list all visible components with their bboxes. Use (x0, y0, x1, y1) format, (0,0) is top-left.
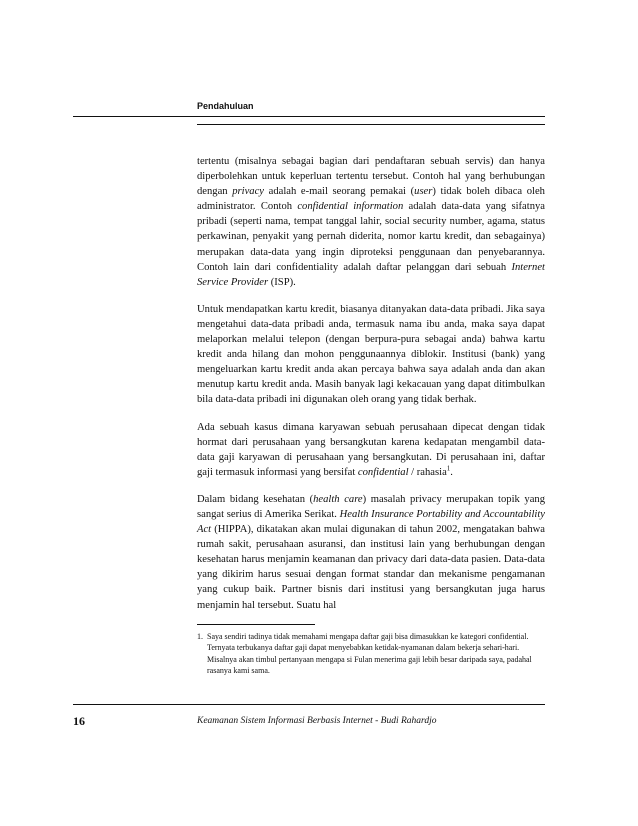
running-footer-title: Keamanan Sistem Informasi Berbasis Internet - Budi Rahardjo (197, 716, 437, 726)
footer-rule (73, 704, 545, 705)
paragraph-4: Dalam bidang kesehatan (health care) masalah privacy merupakan topik yang sangat serius di Amerika Serikat. Health Insurance Portability and Accountability Act (HIPPA), dikatakan akan mulai digunakan di tahun 2002, mengatakan bahwa rumah sakit, perusahaan asuransi, dan institusi lain yang berhubungan dengan kesehatan harus menjamin keamanan dan privacy dari data-data pasien. Data-data yang dikirim harus sesuai dengan format standar dan mekanisme pengamanan yang cukup baik. Partner bisnis dari institusi yang bersangkutan juga harus menjamin hal tersebut. Suatu hal (197, 493, 545, 611)
paragraph-2: Untuk mendapatkan kartu kredit, biasanya ditanyakan data-data pribadi. Jika saya mengetahui data-data pribadi anda, termasuk nama ibu anda, maka saya dapat melaporkan melalui telepon (dengan berpura-pura sebagai anda) bahwa kartu kredit anda hilang dan mohon penggunaannya diblokir. Institusi (bank) yang mengeluarkan kartu kredit anda akan percaya bahwa saya adalah anda dan akan menutup kartu kredit anda. Masih banyak lagi kekacauan yang dapat ditimbulkan bila data-data pribadi ini digunakan oleh orang yang tidak berhak. (197, 303, 545, 406)
running-header: Pendahuluan (197, 101, 254, 111)
footnote-reference[interactable]: 1 (446, 464, 451, 473)
footnote (197, 631, 545, 676)
body-text (197, 154, 545, 613)
paragraph-3: Ada sebuah kasus dimana karyawan sebuah perusahaan dipecat dengan tidak hormat dari perusahaan yang bersangkutan karena kedapatan mengambil data-data gaji karyawan di perusahaan yang bersangkutan. Di perusahaan ini, daftar gaji termasuk informasi yang bersifat confidential / rahasia$^1$. (197, 421, 545, 478)
footnote-rule (197, 624, 315, 625)
footnote-number: 1. (197, 632, 203, 641)
page-number: 16 (73, 714, 85, 728)
header-rule-secondary (197, 124, 545, 125)
header-rule (73, 116, 545, 117)
footnote-text: Saya sendiri tadinya tidak memahami mengapa daftar gaji bisa dimasukkan ke kategori confidential. Ternyata terbukanya daftar gaji dapat menyebabkan ketidak-nyamanan dalam bekerja sehari-hari. Misalnya akan timbul pertanyaan mengapa si Fulan menerima gaji lebih besar daripada saya, padahal rasanya kami sama. (207, 632, 532, 675)
paragraph-1: tertentu (misalnya sebagai bagian dari pendaftaran sebuah servis) dan hanya diperbolehkan untuk keperluan tertentu tersebut. Contoh hal yang berhubungan dengan privacy adalah e-mail seorang pemakai (user) tidak boleh dibaca oleh administrator. Contoh confidential information adalah data-data yang sifatnya pribadi (seperti nama, tempat tanggal lahir, social security number, agama, status perkawinan, penyakit yang pernah diderita, nomor kartu kredit, dan sebagainya) merupakan data-data yang ingin diproteksi penggunaan dan penyebarannya. Contoh lain dari confidentiality adalah daftar pelanggan dari sebuah Internet Service Provider (ISP). (197, 156, 545, 288)
